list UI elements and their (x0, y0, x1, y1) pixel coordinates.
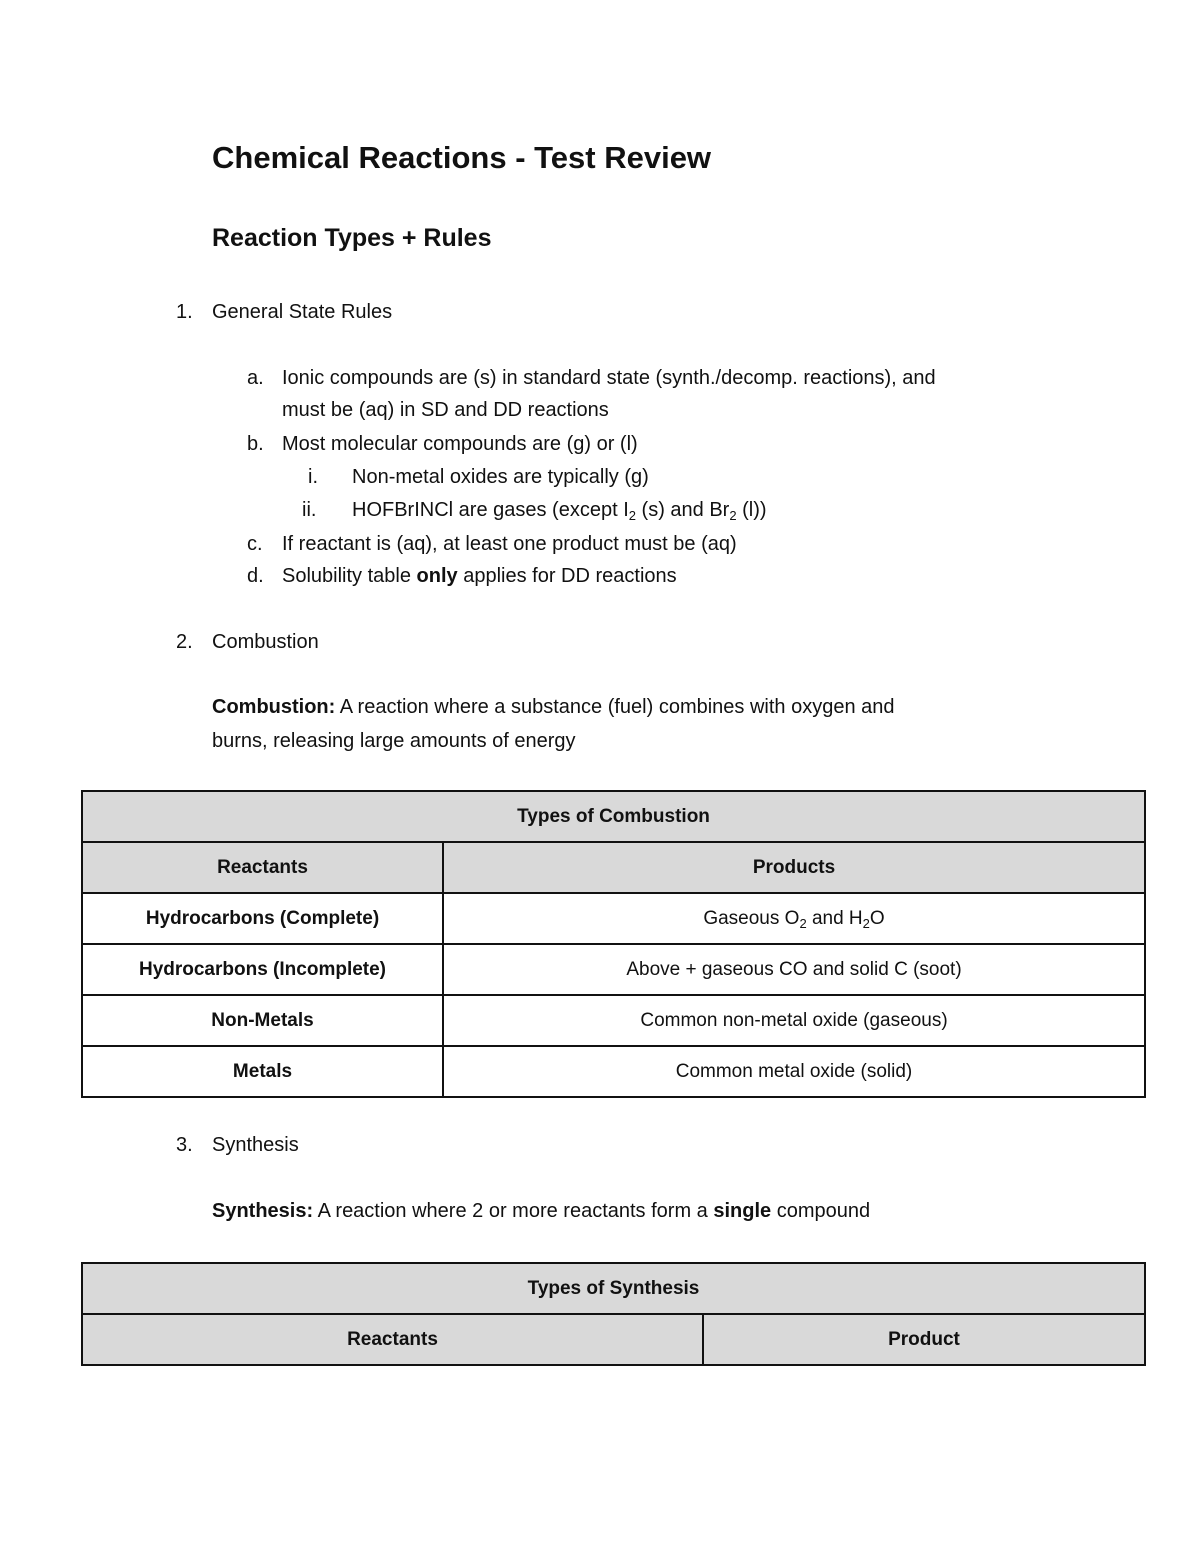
table-title: Types of Synthesis (82, 1263, 1145, 1314)
section3-heading: Synthesis (212, 1134, 299, 1156)
combustion-definition-line2: burns, releasing large amounts of energy (212, 730, 576, 752)
section2-heading: Combustion (212, 631, 319, 653)
product-cell: Common non-metal oxide (gaseous) (443, 995, 1145, 1046)
item-c-text: If reactant is (aq), at least one product must be (aq) (282, 533, 737, 555)
combustion-definition-line1: Combustion: A reaction where a substance (fuel) combines with oxygen and (212, 696, 895, 718)
item-bi-text: Non-metal oxides are typically (g) (352, 466, 649, 488)
table-row (82, 1046, 1145, 1097)
reactant-cell: Non-Metals (82, 995, 443, 1046)
item-bii-text: HOFBrINCl are gases (except $I_2$ (s) and $Br_2$ (l)) (352, 499, 767, 523)
combustion-table (81, 790, 1146, 1098)
table-row (82, 944, 1145, 995)
product-cell: Gaseous $O_2$ and $H_2O$ (443, 893, 1145, 944)
list-number-2: 2. (176, 631, 193, 653)
section1-heading: General State Rules (212, 301, 393, 323)
list-number-1: 1. (176, 301, 193, 323)
item-b-marker: b. (247, 433, 264, 455)
column-header-products: Products (443, 842, 1145, 893)
item-a-marker: a. (247, 367, 264, 389)
item-a-line1: Ionic compounds are (s) in standard state (synth./decomp. reactions), and (282, 367, 936, 389)
item-bii-marker: ii. (302, 499, 317, 521)
item-a-line2: must be (aq) in SD and DD reactions (282, 399, 609, 421)
item-bi-marker: i. (308, 466, 318, 488)
reactant-cell: Hydrocarbons (Complete) (82, 893, 443, 944)
reactant-cell: Metals (82, 1046, 443, 1097)
table-title: Types of Combustion (82, 791, 1145, 842)
reactant-cell: Hydrocarbons (Incomplete) (82, 944, 443, 995)
item-d-marker: d. (247, 565, 264, 587)
product-cell: Common metal oxide (solid) (443, 1046, 1145, 1097)
column-header-product: Product (703, 1314, 1145, 1365)
synthesis-table (81, 1262, 1146, 1366)
column-header-reactants: Reactants (82, 842, 443, 893)
section-subtitle: Reaction Types + Rules (212, 224, 492, 252)
item-b-text: Most molecular compounds are (g) or (l) (282, 433, 638, 455)
table-row (82, 893, 1145, 944)
product-cell: Above + gaseous CO and solid C (soot) (443, 944, 1145, 995)
page-title: Chemical Reactions - Test Review (212, 140, 712, 175)
table-row (82, 995, 1145, 1046)
synthesis-definition: Synthesis: A reaction where 2 or more reactants form a single compound (212, 1200, 871, 1222)
column-header-reactants: Reactants (82, 1314, 703, 1365)
item-d-text: Solubility table only applies for DD reactions (282, 565, 677, 587)
list-number-3: 3. (176, 1134, 193, 1156)
item-c-marker: c. (247, 533, 263, 555)
